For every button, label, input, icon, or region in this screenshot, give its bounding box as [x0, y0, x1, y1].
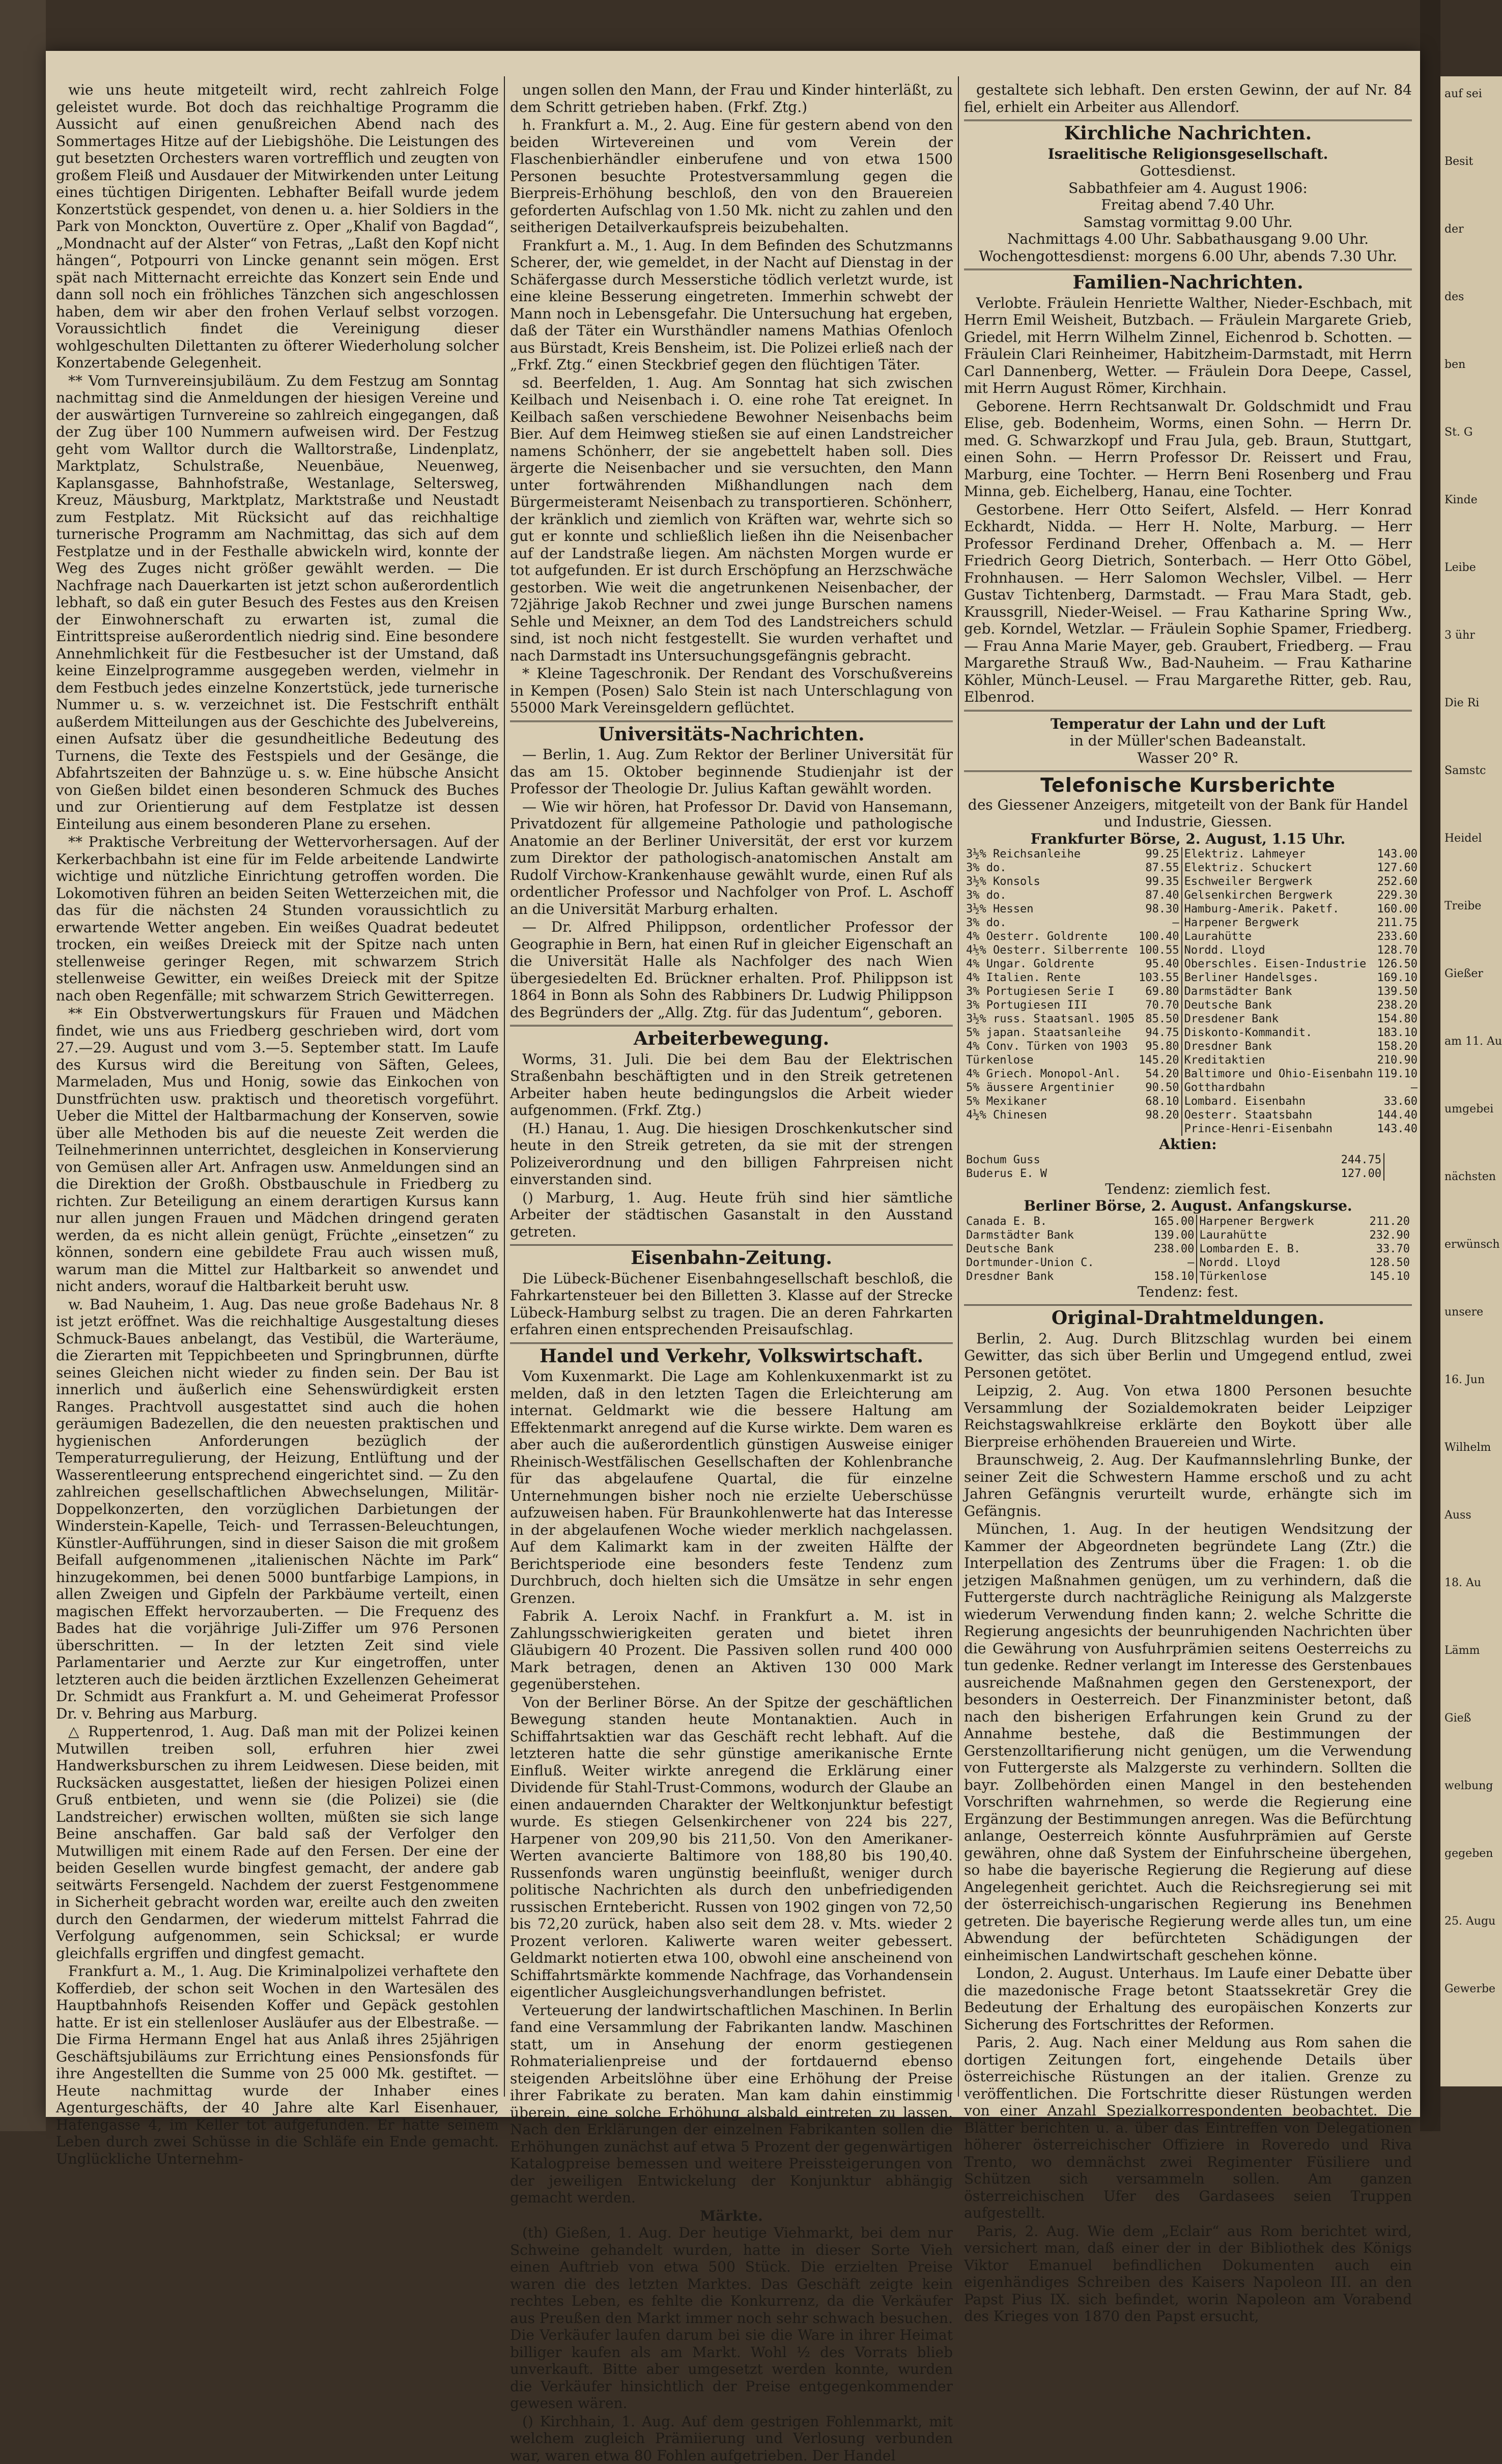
article-paragraph: (H.) Hanau, 1. Aug. Die hiesigen Droschkenkutscher sind heute in den Streik getreten, da sie mit der strengen Polizeiverordnung und den billigen Fahrpreisen nicht einverstanden sind. — [510, 1120, 953, 1188]
kurs-row — [964, 1256, 1412, 1270]
scrap-fragment: Lämm — [1444, 1643, 1480, 1658]
security-price: 238.00 — [1138, 1242, 1197, 1256]
article-paragraph: ungen sollen den Mann, der Frau und Kinder hinterläßt, zu dem Schritt getrieben haben. (Frkf. Ztg.) — [510, 81, 953, 116]
security-name — [1384, 1167, 1399, 1181]
article-paragraph: Verteuerung der landwirtschaftlichen Maschinen. In Berlin fand eine Versammlung der Fabrikanten landw. Maschinen statt, um in Ansehung der enorm gestiegenen Rohmaterialienpreise und der fortdauernd ebenso steigenden Arbeitslöhne über eine Erhöhung der Preise ihrer Fabrikate zu beraten. Man kam dahin einstimmig überein, eine solche Erhöhung alsbald eintreten zu lassen. Nach den Erklärungen der einzelnen Fabrikanten sollen die Erhöhungen zunächst auf etwa 5 Prozent der gegenwärtigen Katalogpreise bemessen und weitere Preissteigerungen von der jeweiligen Entwickelung der Konjunktur abhängig gemacht werden. — [510, 2002, 953, 2207]
scrap-fragment: am 11. Au — [1444, 1034, 1502, 1049]
article-paragraph: — Dr. Alfred Philippson, ordentlicher Professor der Geographie in Bern, hat einen Ruf in gleicher Eigenschaft an die Universität Halle als Nachfolger des nach Wien übergesiedelten Ed. Brückner erhalten. Prof. Philippson ist 1864 in Bonn als Sohn des Rabbiners Dr. Ludwig Philippson des Begründers der „Allg. Ztg. für das Judentum“, geboren. — [510, 919, 953, 1021]
kurs-row — [964, 875, 1420, 889]
security-price: 54.20 — [1137, 1067, 1181, 1081]
article-paragraph: Geborene. Herrn Rechtsanwalt Dr. Goldschmidt und Frau Elise, geb. Bodenheim, Worms, einen Sohn. — Herrn Dr. med. G. Schwarzkopf und Frau Jula, geb. Braun, Stuttgart, einen Sohn. — Herrn Professor Dr. Reissert und Frau, Marburg, eine Tochter. — Herrn Beni Rosenberg und Frau Minna, geb. Eichelberg, Hanau, eine Tochter. — [964, 398, 1412, 500]
article-paragraph: ** Ein Obstverwertungskurs für Frauen und Mädchen findet, wie uns aus Friedberg geschrieben wird, dort vom 27.—29. August und vom 3.—5. September statt. Im Laufe des Kursus wird die Bereitung von Säften, Gelees, Marmeladen, Mus und Honig, sowie das Einkochen von Dunstfrüchten usw. praktisch und theoretisch vorgeführt. Ueber die Mittel der Haltbarmachung der Konserven, sowie über alle Methoden bis auf die neueste Zeit werden die Teilnehmerinnen unterrichtet, desgleichen in Konservierung von Gemüsen aller Art. Anfragen usw. Anmeldungen sind an die Direktion der Großh. Obstbauschule in Friedberg zu richten. Zur Beteiligung an einem derartigen Kursus kann nur allen jungen Frauen und Mädchen dringend geraten werden, da es nicht allein genügt, Früchte „einsetzen“ zu können, sondern eine gebildete Frau auch wissen muß, warum man die Mittel zur Haltbarkeit so anwendet und nicht anders, worauf die Haltbarkeit beruht usw. — [56, 1005, 499, 1295]
security-name: Canada E. B. — [964, 1215, 1138, 1228]
security-price: 103.55 — [1137, 971, 1181, 985]
security-name — [964, 1122, 1137, 1136]
scrap-fragment: der — [1444, 222, 1464, 237]
kurs-row — [964, 1012, 1420, 1026]
kurs-row — [964, 1053, 1420, 1067]
security-price: 87.40 — [1137, 889, 1181, 902]
security-price: 100.55 — [1137, 943, 1181, 957]
article-paragraph: Leipzig, 2. Aug. Von etwa 1800 Personen besuchte Versammlung der Sozialdemokraten beider Leipziger Reichstagswahlkreise erklärte den Boykott über alle Bierpreise erhöhenden Brauereien und Wirte. — [964, 1382, 1412, 1450]
article-paragraph: München, 1. Aug. In der heutigen Wendsitzung der Kammer der Abgeordneten begründete Lang (Ztr.) die Interpellation des Zentrums über die Fragen: 1. ob die jetzigen Maßnahmen genügen, um zu verhindern, daß die Futtergerste durch nachträgliche Reinigung als Malzgerste wiederum Verwendung finden kann; 2. welche Schritte die Regierung angesichts der beunruhigenden Nachrichten über die Gewährung von Ausfuhrprämien seitens Oesterreichs zu tun gedenke. Redner verlangt im Interesse des Gerstenbaues ausreichende Maßnahmen gegen den Gerstenexport, der besonders in Oesterreich. Der Finanzminister betont, daß nach den bisherigen Erfahrungen kein Grund zu der Annahme bestehe, daß die Bestimmungen der Gerstenzolltarifierung nicht genügen, um die Verwendung von Futtergerste als Malzgerste zu verhindern. Sollten die bayr. Zollbehörden einen Mangel in den bestehenden Vorschriften wahrnehmen, so werde die Regierung eine Ergänzung der Bestimmungen anregen. Was die Befürchtung anlange, Oesterreich könnte Ausfuhrprämien auf Gerste gewähren, ohne daß System der Einfuhrscheine übergehen, so habe die bayerische Regierung die Regierung auf diese Angelegenheit gerichtet. Auch die Reichsregierung sei mit der österreichisch-ungarischen Regierung ins Benehmen getreten. Die bayerische Regierung werde alles tun, um eine Abwendung der befürchteten Schädigungen der einheimischen Landwirtschaft geschehen könne. — [964, 1521, 1412, 1964]
article-paragraph: () Kirchhain, 1. Aug. Auf dem gestrigen Fohlenmarkt, mit welchem zugleich Prämiierung und Verlosung verbunden war, waren etwa 80 Fohlen aufgetrieben. Der Handel — [510, 2413, 953, 2464]
tendenz-label: Tendenz: ziemlich fest. — [964, 1181, 1412, 1198]
column-rule — [504, 76, 505, 2097]
security-price: 128.50 — [1353, 1256, 1412, 1270]
scrap-fragment: Samstc — [1444, 763, 1486, 779]
security-name: Harpener Bergwerk — [1182, 916, 1375, 930]
security-price: 99.35 — [1137, 875, 1181, 889]
section-divider — [510, 721, 953, 722]
security-name: Deutsche Bank — [1182, 998, 1375, 1012]
security-price: 95.80 — [1137, 1040, 1181, 1053]
security-name — [1384, 1153, 1399, 1167]
section-divider — [510, 1342, 953, 1344]
security-name: Oberschles. Eisen-Industrie — [1182, 957, 1375, 971]
security-name: Nordd. Lloyd — [1182, 943, 1375, 957]
kurs-row — [964, 957, 1420, 971]
frankfurter-boerse-heading: Frankfurter Börse, 2. August, 1.15 Uhr. — [964, 830, 1412, 848]
berliner-boerse-heading: Berliner Börse, 2. August. Anfangskurse. — [964, 1197, 1412, 1215]
security-name: Eschweiler Bergwerk — [1182, 875, 1375, 889]
section-divider — [510, 1244, 953, 1246]
left-dark-border — [0, 0, 46, 2131]
tendenz-label: Tendenz: fest. — [964, 1283, 1412, 1301]
familien-heading: Familien-Nachrichten. — [964, 274, 1412, 292]
security-name: Lombard. Eisenbahn — [1182, 1095, 1375, 1108]
article-paragraph: ** Vom Turnvereinsjubiläum. Zu dem Festzug am Sonntag nachmittag sind die Anmeldungen der hiesigen Vereine und der auswärtigen Turnvereine so zahlreich eingegangen, daß der Zug über 100 Nummern aufweisen wird. Der Festzug geht vom Walltor durch die Walltorstraße, Lindenplatz, Marktplatz, Schulstraße, Neuenbäue, Neuenweg, Kaplansgasse, Bahnhofstraße, Westanlage, Seltersweg, Kreuz, Mäusburg, Marktplatz, Marktstraße und Neustadt zum Festplatz. Mit Rücksicht auf das reichhaltige turnerische Programm am Nachmittag, das sich auf dem Festplatze und in der Festhalle abwickeln wird, konnte der Weg des Zuges nicht größer gewählt werden. — Die Nachfrage nach Dauerkarten ist jetzt schon außerordentlich lebhaft, so daß ein guter Besuch des Festes aus den Kreisen der Einwohnerschaft zu erwarten ist, zumal die Eintrittspreise außerordentlich niedrig sind. Eine besondere Annehmlichkeit für die Festbesucher ist der Umstand, daß keine Einzelprogramme ausgegeben werden, vielmehr in dem Festbuch jedes einzelne Konzertstück, jede turnerische Nummer u. s. w. verzeichnet ist. Die Festschrift enthält außerdem Mitteilungen aus der Geschichte des Jubelvereins, einen Aufsatz über die gesundheitliche Bedeutung des Turnens, die Texte des Festspiels und der Gesänge, die Abfahrtszeiten der Bahnzüge u. s. w. Eine hübsche Ansicht von Gießen bildet einen besonderen Schmuck des Buches und zur Orientierung auf dem Festplatze ist dessen Einteilung aus einem besonderen Plane zu ersehen. — [56, 373, 499, 833]
security-name: Oesterr. Staatsbahn — [1182, 1108, 1375, 1122]
scrap-fragment: des — [1444, 290, 1464, 305]
security-price: 165.00 — [1138, 1215, 1197, 1228]
security-price: 127.60 — [1375, 861, 1420, 875]
scrap-fragment: 18. Au — [1444, 1575, 1481, 1591]
security-name: 4% Ungar. Goldrente — [964, 957, 1137, 971]
security-name: Türkenlose — [964, 1053, 1137, 1067]
security-name: 5% äussere Argentinier — [964, 1081, 1137, 1095]
security-price: 244.75 — [1238, 1153, 1384, 1167]
security-price: 145.20 — [1137, 1053, 1181, 1067]
section-divider — [964, 269, 1412, 270]
service-time-line: Freitag abend 7.40 Uhr. — [964, 196, 1412, 214]
security-name: Gelsenkirchen Bergwerk — [1182, 889, 1375, 902]
column-2 — [510, 81, 953, 2097]
security-name: Dresdner Bank — [964, 1270, 1138, 1283]
kurs-row — [964, 1270, 1412, 1283]
kirchliche-heading: Kirchliche Nachrichten. — [964, 125, 1412, 142]
scrap-fragment: nächsten — [1444, 1169, 1496, 1185]
kurs-row — [964, 943, 1420, 957]
security-name: Diskonto-Kommandit. — [1182, 1026, 1375, 1040]
security-price: — — [1137, 916, 1181, 930]
scrap-fragment: unsere — [1444, 1305, 1483, 1320]
column-3 — [964, 81, 1412, 2097]
kurs-row — [964, 971, 1420, 985]
article-paragraph: Braunschweig, 2. Aug. Der Kaufmannslehrling Bunke, der seiner Zeit die Schwestern Hamme erschoß und zu acht Jahren Gefängnis verurteilt wurde, erhängte sich im Gefängnis. — [964, 1451, 1412, 1520]
security-name: Hamburg-Amerik. Paketf. — [1182, 902, 1375, 916]
security-name: Baltimore und Ohio-Eisenbahn — [1182, 1067, 1375, 1081]
temperature-heading: Temperatur der Lahn und der Luft — [964, 715, 1412, 733]
service-time-line: Nachmittags 4.00 Uhr. Sabbathausgang 9.00 Uhr. — [964, 231, 1412, 248]
section-divider — [510, 1025, 953, 1026]
security-price: 94.75 — [1137, 1026, 1181, 1040]
column-rule — [958, 76, 959, 2097]
scrap-fragment: 3 ühr — [1444, 628, 1475, 643]
security-name: Kreditaktien — [1182, 1053, 1375, 1067]
temperature-subheading: in der Müller'schen Badeanstalt. — [964, 732, 1412, 750]
universitaets-heading: Universitäts-Nachrichten. — [510, 726, 953, 743]
article-paragraph: Paris, 2. Aug. Nach einer Meldung aus Rom sahen die dortigen Zeitungen fort, eingehende Details über österreichische Rüstungen an der italien. Grenze zu veröffentlichen. Die Fortschritte dieser Rüstungen werden von einer Anzahl Spezialkorrespondenten beobachtet. Die Blätter berichten u. a. über das Eintreffen von Delegationen höherer österreichischer Offiziere in Roveredo und Riva Trento, wo demnächst zwei Regimenter Füsiliere und Schützen sich versammeln sollen. Am ganzen österreichischen Ufer des Gardasees seien Truppen aufgestellt. — [964, 2034, 1412, 2222]
frankfurt-quotes-table — [964, 847, 1420, 1136]
security-name: 4% Griech. Monopol-Anl. — [964, 1067, 1137, 1081]
security-name: 4% Italien. Rente — [964, 971, 1137, 985]
security-name: 3½% Reichsanleihe — [964, 847, 1137, 861]
kurs-row — [964, 889, 1420, 902]
security-price: 87.55 — [1137, 861, 1181, 875]
article-paragraph: wie uns heute mitgeteilt wird, recht zahlreich Folge geleistet wurde. Bot doch das reichhaltige Programm die Aussicht auf einen genußreichen Abend nach des Sommertages Hitze auf der Liebigshöhe. Die Leistungen des gut besetzten Orchesters waren vortrefflich und zeugten von großem Fleiß und Ausdauer der Mitwirkenden unter Leitung eines tüchtigen Dirigenten. Lebhafter Beifall wurde jedem Konzertstück gespendet, von denen u. a. hier Soldiers in the Park von Monckton, Ouvertüre z. Oper „Khalif von Bagdad“, „Mondnacht auf der Alster“ von Fetras, „Laßt den Kopf nicht hängen“, Potpourri von Lincke genannt sein mögen. Erst spät nach Mitternacht erreichte das Konzert sein Ende und dann soll noch ein fröhliches Tänzchen sich angeschlossen haben, dem wir aber den frohen Verlauf selbst vorzogen. Voraussichtlich findet die Vereinigung dieser wohlgeschulten Dilettanten zu öfterer Wiederholung solcher Konzertabende Gelegenheit. — [56, 81, 499, 371]
article-paragraph: Gestorbene. Herr Otto Seifert, Alsfeld. — Herr Konrad Eckhardt, Nidda. — Herr H. Nolte, Marburg. — Herr Professor Ferdinand Dreher, Offenbach a. M. — Herr Friedrich Georg Dietrich, Sonterbach. — Herr Otto Göbel, Frohnhausen. — Herr Salomon Wechsler, Vilbel. — Herr Gustav Tichtenberg, Darmstadt. — Frau Mara Stadt, geb. Kraussgrill, Nieder-Weisel. — Frau Katharine Spring Ww., geb. Korndel, Wetzlar. — Fräulein Sophie Spamer, Friedberg. — Frau Anna Marie Mayer, geb. Graubert, Friedberg. — Frau Margarethe Strauß Ww., Bad-Nauheim. — Frau Katharine Köhler, Münch-Leusel. — Frau Margarethe Ritter, geb. Rau, Elbenrod. — [964, 501, 1412, 706]
security-price: 127.00 — [1238, 1167, 1384, 1181]
scrap-fragment: Treibe — [1444, 899, 1481, 914]
kurs-row — [964, 916, 1420, 930]
security-price: 211.75 — [1375, 916, 1420, 930]
eisenbahn-heading: Eisenbahn-Zeitung. — [510, 1250, 953, 1267]
scrap-fragment: gegeben — [1444, 1846, 1493, 1861]
security-price: 145.10 — [1353, 1270, 1412, 1283]
kurs-row — [964, 1153, 1412, 1167]
scrap-fragment: Gieß — [1444, 1711, 1471, 1726]
binding-spine — [1420, 0, 1440, 2131]
security-name: 3% Portugiesen Serie I — [964, 985, 1137, 998]
kurs-row — [964, 902, 1420, 916]
security-name: Deutsche Bank — [964, 1242, 1138, 1256]
kurs-row — [964, 985, 1420, 998]
scrap-fragment: Leibe — [1444, 560, 1476, 576]
security-name: Elektriz. Schuckert — [1182, 861, 1375, 875]
security-price: 238.20 — [1375, 998, 1420, 1012]
article-paragraph: Paris, 2. Aug. Wie dem „Eclair“ aus Rom berichtet wird, versichert man, daß einer der in der Bibliothek des Königs Viktor Emanuel befindlichen Dokumenten auch ein eigenhändiges Schreiben des Kaisers Napoleon III. an den Papst Pius IX. sich befindet, worin Napoleon am Vorabend des Krieges von 1870 den Papst ersucht, — [964, 2223, 1412, 2325]
security-name: Laurahütte — [1182, 930, 1375, 943]
kursberichte-heading: Telefonische Kursberichte — [964, 777, 1412, 794]
scrap-fragment: Auss — [1444, 1508, 1471, 1523]
security-name: Gotthardbahn — [1182, 1081, 1375, 1095]
security-name: 3% Portugiesen III — [964, 998, 1137, 1012]
gottesdienst-label: Gottesdienst. — [964, 162, 1412, 180]
security-price: 70.70 — [1137, 998, 1181, 1012]
security-name: 5% japan. Staatsanleihe — [964, 1026, 1137, 1040]
scrap-fragment: erwünsch — [1444, 1237, 1500, 1252]
kurs-row — [964, 998, 1420, 1012]
article-paragraph: London, 2. August. Unterhaus. Im Laufe einer Debatte über die mazedonische Frage betont Staatssekretär Grey die Bedeutung der Erhaltung des europäischen Konzerts zur Sicherung des Fortschrittes der Reformen. — [964, 1965, 1412, 2033]
security-price: 119.10 — [1375, 1067, 1420, 1081]
water-temperature: Wasser 20° R. — [964, 750, 1412, 767]
aktien-heading: Aktien: — [964, 1136, 1412, 1153]
section-divider — [964, 710, 1412, 711]
scrap-fragment: Kinde — [1444, 493, 1478, 508]
article-paragraph: Fabrik A. Leroix Nachf. in Frankfurt a. M. ist in Zahlungsschwierigkeiten geraten und bietet ihren Gläubigern 40 Prozent. Die Passiven sollen rund 400 000 Mark betragen, denen an Aktiven 130 000 Mark gegenüberstehen. — [510, 1608, 953, 1693]
security-name: Darmstädter Bank — [1182, 985, 1375, 998]
security-name: Prince-Henri-Eisenbahn — [1182, 1122, 1375, 1136]
security-name: Bochum Guss — [964, 1153, 1238, 1167]
security-price: 233.60 — [1375, 930, 1420, 943]
newspaper-page — [46, 51, 1420, 2117]
security-price — [1399, 1167, 1412, 1181]
article-paragraph: △ Ruppertenrod, 1. Aug. Daß man mit der Polizei keinen Mutwillen treiben soll, erfuhren hier zwei Handwerksburschen zu ihrem Leidwesen. Diese beiden, mit Rucksäcken ausgestattet, ließen der hiesigen Polizei einen Gruß entbieten, und wenn sie (die Polizei) sie (die Landstreicher) erwischen wollten, müßten sie sich lange Beine anschaffen. Gar bald saß der Verfolger den Mutwilligen mit einem Rade auf den Fersen. Der eine der beiden Gesellen wurde bingfest gemacht, der andere gab seitwärts Fersengeld. Nachdem der zuerst Festgenommene in Sicherheit gebracht worden war, ereilte auch den zweiten durch den Gendarmen, der wiederum mittelst Fahrrad die Verfolgung aufgenommen, sein Schicksal; er wurde gleichfalls ergriffen und dingfest gemacht. — [56, 1723, 499, 1962]
scrap-fragment: 25. Augu — [1444, 1914, 1495, 1929]
security-name: 4½% Chinesen — [964, 1108, 1137, 1122]
security-name: 3½% russ. Staatsanl. 1905 — [964, 1012, 1137, 1026]
article-paragraph: Worms, 31. Juli. Die bei dem Bau der Elektrischen Straßenbahn beschäftigten und in den Streik getretenen Arbeiter haben heute bedingungslos die Arbeit wieder aufgenommen. (Frkf. Ztg.) — [510, 1051, 953, 1119]
article-paragraph: h. Frankfurt a. M., 2. Aug. Eine für gestern abend von den beiden Wirtevereinen und vom Verein der Flaschenbierhändler einberufene und von etwa 1500 Personen besuchte Protestversammlung gegen die Bierpreis-Erhöhung beschloß, den von den Brauereien geforderten Aufschlag von 1.50 Mk. nicht zu zahlen und den seitherigen Detailverkaufspreis beizubehalten. — [510, 117, 953, 236]
adjacent-page-scrap — [1440, 76, 1502, 2086]
column-1 — [56, 81, 499, 2097]
security-price — [1399, 1153, 1412, 1167]
security-price: 95.40 — [1137, 957, 1181, 971]
scrap-fragment: Heidel — [1444, 831, 1482, 846]
security-price: 169.10 — [1375, 971, 1420, 985]
article-paragraph: Berlin, 2. Aug. Durch Blitzschlag wurden bei einem Gewitter, das sich über Berlin und Umgegend entlud, zwei Personen getötet. — [964, 1330, 1412, 1382]
kurs-row — [964, 1040, 1420, 1053]
security-price: 183.10 — [1375, 1026, 1420, 1040]
berlin-quotes-table — [964, 1215, 1412, 1283]
article-paragraph: w. Bad Nauheim, 1. Aug. Das neue große Badehaus Nr. 8 ist jetzt eröffnet. Was die reichhaltige Ausgestaltung dieses Schmuck-Baues anbelangt, das Vestibül, die Warteräume, die Zierarten mit Teppichbeeten und Springbrunnen, dürfte seines Gleichen nicht wieder zu finden sein. Der Bau ist innerlich und äußerlich eine Sehenswürdigkeit ersten Ranges. Prachtvoll ausgestattet sind auch die hohen geräumigen Badezellen, die den neuesten praktischen und hygienischen Anforderungen bezüglich der Temperaturregulierung, der Heizung, Entlüftung und der Wasserentleerung entsprechend eingerichtet sind. — Zu den zahlreichen gesellschaftlichen Abwechselungen, Militär-Doppelkonzerten, den vorzüglichen Darbietungen der Winderstein-Kapelle, Teich- und Terrassen-Beleuchtungen, Künstler-Aufführungen, sind in dieser Saison die mit großem Beifall aufgenommenen „italienischen Nächte im Park“ hinzugekommen, bei denen 5000 buntfarbige Lampions, in allen Zweigen und Gipfeln der Parkbäume verteilt, einen magischen Effekt hervorzauberten. — Die Frequenz des Bades hat die vorjährige Juli-Ziffer um 976 Personen überschritten. — In der letzten Zeit sind viele Parlamentarier und Aerzte zur Kur eingetroffen, unter letzteren auch die beiden ärztlichen Exzellenzen Geheimerat Dr. Schmidt aus Frankfurt a. M. und Geheimerat Professor Dr. v. Behring aus Marburg. — [56, 1296, 499, 1723]
aktien-table — [964, 1153, 1412, 1181]
article-paragraph: Die Lübeck-Büchener Eisenbahngesellschaft beschloß, die Fahrkartensteuer bei den Billetten 3. Klasse auf der Strecke Lübeck-Hamburg selbst zu tragen. Die an deren Fahrkarten erfahren einen entsprechenden Preisaufschlag. — [510, 1270, 953, 1338]
article-paragraph: — Berlin, 1. Aug. Zum Rektor der Berliner Universität für das am 15. Oktober beginnende Studienjahr ist der Professor der Theologie Dr. Julius Kaftan gewählt worden. — [510, 746, 953, 797]
security-price: 143.00 — [1375, 847, 1420, 861]
security-name: 3% do. — [964, 861, 1137, 875]
security-name: Buderus E. W — [964, 1167, 1238, 1181]
security-price: 98.20 — [1137, 1108, 1181, 1122]
kurs-row — [964, 1067, 1420, 1081]
security-price: 128.70 — [1375, 943, 1420, 957]
arbeiter-heading: Arbeiterbewegung. — [510, 1030, 953, 1048]
section-divider — [964, 770, 1412, 772]
kursberichte-subheading: des Giessener Anzeigers, mitgeteilt von der Bank für Handel und Industrie, Giessen. — [964, 796, 1412, 830]
scrap-fragment: Wilhelm — [1444, 1440, 1491, 1455]
security-price: 126.50 — [1375, 957, 1420, 971]
article-paragraph: * Kleine Tageschronik. Der Rendant des Vorschußvereins in Kempen (Posen) Salo Stein ist nach Unterschlagung von 55000 Mark Vereinsgeldern geflüchtet. — [510, 665, 953, 717]
service-time-line: Sabbathfeier am 4. August 1906: — [964, 180, 1412, 197]
scrap-fragment: Gewerbe — [1444, 1982, 1495, 1997]
security-price — [1137, 1122, 1181, 1136]
security-price: 139.50 — [1375, 985, 1420, 998]
kurs-row — [964, 1026, 1420, 1040]
article-paragraph: Von der Berliner Börse. An der Spitze der geschäftlichen Bewegung standen heute Montanaktien. Auch in Schiffahrtsaktien war das Geschäft recht lebhaft. Auf die letzteren hatte die sehr günstige amerikanische Ernte Einfluß. Weiter wirkte anregend die Erklärung einer Dividende für Stahl-Trust-Commons, wodurch der Glaube an einen andauernden Charakter der Weltkonjunktur befestigt wurde. Es stiegen Gelsenkirchener von 224 bis 227, Harpener von 209,90 bis 211,50. Von den Amerikaner-Werten avancierte Baltimore von 188,80 bis 190,40. Russenfonds waren ungünstig beeinflußt, weniger durch politische Nachrichten als durch den unbefriedigenden russischen Erntebericht. Russen von 1902 gingen von 72,50 bis 72,20 zurück, haben also seit dem 28. v. Mts. wieder 2 Prozent verloren. Kaliwerte waren weiter gebessert. Geldmarkt notierten etwa 100, obwohl eine anscheinend von Schiffahrtsmärkte kommende Nachfrage, das Vorhandensein eigentlicher Ausgleichungsverhandlungen befristet. — [510, 1694, 953, 2001]
security-name: Harpener Bergwerk — [1197, 1215, 1353, 1228]
security-price: 98.30 — [1137, 902, 1181, 916]
scrap-fragment: Die Ri — [1444, 696, 1479, 711]
scrap-fragment: ben — [1444, 357, 1465, 373]
security-price: 232.90 — [1353, 1228, 1412, 1242]
kurs-row — [964, 1228, 1412, 1242]
scrap-fragment: Besit — [1444, 154, 1473, 169]
kirchliche-subheading: Israelitische Religionsgesellschaft. — [964, 146, 1412, 163]
security-price: — — [1138, 1256, 1197, 1270]
security-name: Laurahütte — [1197, 1228, 1353, 1242]
security-name: Nordd. Lloyd — [1197, 1256, 1353, 1270]
security-price: 229.30 — [1375, 889, 1420, 902]
security-price: 90.50 — [1137, 1081, 1181, 1095]
security-price: 33.60 — [1375, 1095, 1420, 1108]
security-name: 4% Oesterr. Goldrente — [964, 930, 1137, 943]
handel-heading: Handel und Verkehr, Volkswirtschaft. — [510, 1348, 953, 1365]
security-name: 3½% Hessen — [964, 902, 1137, 916]
security-price: 143.40 — [1375, 1122, 1420, 1136]
drahtmeldungen-heading: Original-Drahtmeldungen. — [964, 1310, 1412, 1327]
kurs-row — [964, 1095, 1420, 1108]
security-name: 5% Mexikaner — [964, 1095, 1137, 1108]
article-paragraph: — Wie wir hören, hat Professor Dr. David von Hansemann, Privatdozent für allgemeine Pathologie und pathologische Anatomie an der Berliner Universität, der erst vor kurzem zum Direktor der pathologisch-anatomischen Anstalt am Rudolf Virchow-Krankenhause gewählt wurde, einen Ruf als ordentlicher Professor und Nachfolger von Prof. L. Aschoff an die Universität Marburg erhalten. — [510, 798, 953, 918]
kurs-row — [964, 1108, 1420, 1122]
kurs-row — [964, 1167, 1412, 1181]
kurs-row — [964, 1242, 1412, 1256]
security-price: 100.40 — [1137, 930, 1181, 943]
security-price: 252.60 — [1375, 875, 1420, 889]
scrap-fragment: umgebei — [1444, 1102, 1493, 1117]
scrap-fragment: 16. Jun — [1444, 1372, 1485, 1388]
security-name: Dresdner Bank — [1182, 1040, 1375, 1053]
security-name: Berliner Handelsges. — [1182, 971, 1375, 985]
scrap-fragment: welbung — [1444, 1779, 1493, 1794]
service-time-line: Samstag vormittag 9.00 Uhr. — [964, 214, 1412, 231]
security-name: Dortmunder-Union C. — [964, 1256, 1138, 1270]
maerkte-heading: Märkte. — [510, 2208, 953, 2225]
article-paragraph: gestaltete sich lebhaft. Den ersten Gewinn, der auf Nr. 84 fiel, erhielt ein Arbeiter aus Allendorf. — [964, 81, 1412, 116]
security-price: 160.00 — [1375, 902, 1420, 916]
security-price: 85.50 — [1137, 1012, 1181, 1026]
article-paragraph: Frankfurt a. M., 1. Aug. Die Kriminalpolizei verhaftete den Kofferdieb, der schon seit Wochen in den Wartesälen des Hauptbahnhofs Reisenden Koffer und Gepäck gestohlen hatte. Er ist ein stellenloser Ausläufer aus der Elbestraße. — Die Firma Hermann Engel hat aus Anlaß ihres 25jährigen Geschäftsjubiläums zur Errichtung eines Pensionsfonds für ihre Angestellten die Summe von 25 000 Mk. gestiftet. — Heute nachmittag wurde der Inhaber eines Agenturgeschäfts, der 40 Jahre alte Karl Eisenhauer, Hafengasse 4, im Keller tot aufgefunden. Er hatte seinem Leben durch zwei Schüsse in die Schläfe ein Ende gemacht. Unglückliche Unternehm- — [56, 1963, 499, 2167]
security-price: 68.10 — [1137, 1095, 1181, 1108]
security-price: 154.80 — [1375, 1012, 1420, 1026]
kurs-row — [964, 847, 1420, 861]
security-name: 3½% Konsols — [964, 875, 1137, 889]
security-name: Türkenlose — [1197, 1270, 1353, 1283]
security-price: 211.20 — [1353, 1215, 1412, 1228]
article-paragraph: Verlobte. Fräulein Henriette Walther, Nieder-Eschbach, mit Herrn Emil Weisheit, Butzbach. — Fräulein Margarete Grieb, Griedel, mit Herrn Wilhelm Zinnel, Eichenrod b. Schotten. — Fräulein Clari Reinheimer, Habitzheim-Darmstadt, mit Herrn Carl Dannenberg, Wetter. — Fräulein Dora Deepe, Cassel, mit Herrn August Römer, Kirchhain. — [964, 295, 1412, 397]
security-price: 69.80 — [1137, 985, 1181, 998]
article-paragraph: sd. Beerfelden, 1. Aug. Am Sonntag hat sich zwischen Keilbach und Neisenbach i. O. eine rohe Tat ereignet. In Keilbach saßen verschiedene Bewohner Neisenbachs beim Bier. Auf dem Heimweg stießen sie auf einen Landstreicher namens Schönherr, der sie angebettelt haben soll. Dies ärgerte die Neisenbacher und sie versuchten, den Mann unter fortwährenden Mißhandlungen nach dem Bürgermeisteramt Neisenbach zu transportieren. Schönherr, der kränklich und ziemlich von Kräften war, wehrte sich so gut er konnte und schließlich ließen ihn die Neisenbacher auf der Landstraße liegen. Am nächsten Morgen wurde er tot aufgefunden. Er ist durch Erschöpfung an Herzschwäche gestorben. Wie weit die angetrunkenen Neisenbacher, der 72jährige Jakob Rechner und zwei junge Burschen namens Sehle und Meixner, an dem Tod des Landstreichers schuld sind, ist noch nicht festgestellt. Sie wurden verhaftet und nach Darmstadt ins Untersuchungsgefängnis gebracht. — [510, 375, 953, 665]
article-paragraph: Frankfurt a. M., 1. Aug. In dem Befinden des Schutzmanns Scherer, der, wie gemeldet, in der Nacht auf Dienstag in der Schäfergasse durch Messerstiche tödlich verletzt wurde, ist eine kleine Besserung eingetreten. Immerhin schwebt der Mann noch in Lebensgefahr. Die Untersuchung hat ergeben, daß der Täter ein Wursthändler namens Mathias Ofenloch aus Bürstadt, Kreis Bensheim, ist. Die Polizei erließ nach der „Frkf. Ztg.“ einen Steckbrief gegen den flüchtigen Täter. — [510, 237, 953, 374]
security-price: 33.70 — [1353, 1242, 1412, 1256]
section-divider — [964, 1304, 1412, 1306]
article-paragraph: ** Praktische Verbreitung der Wettervorhersagen. Auf der Kerkerbachbahn ist eine für im Felde arbeitende Landwirte wichtige und nützliche Einrichtung getroffen worden. Die Lokomotiven führen an beiden Seiten Wetterzeichen mit, die das für die nächsten 24 Stunden voraussichtlich zu erwartende Wetter angeben. Ein weißes Quadrat bedeutet trocken, ein weißes Dreieck mit der Spitze nach unten stellenweise geringer Regen, mit schwarzem Strich stellenweise Gewitter, ein weißes Dreieck mit der Spitze nach oben Regenfälle; mit schwarzem Strich Gewitterregen. — [56, 834, 499, 1004]
service-time-line: Wochengottesdienst: morgens 6.00 Uhr, abends 7.30 Uhr. — [964, 248, 1412, 265]
security-name: 4% Conv. Türken von 1903 — [964, 1040, 1137, 1053]
security-price: 139.00 — [1138, 1228, 1197, 1242]
security-price: — — [1375, 1081, 1420, 1095]
article-paragraph: Vom Kuxenmarkt. Die Lage am Kohlenkuxenmarkt ist zu melden, daß in den letzten Tagen die Erleichterung am internat. Geldmarkt wie die bessere Haltung am Effektenmarkt anregend auf die Kurse wirkte. Dem waren es aber auch die außerordentlich günstigen Ausweise einiger Rheinisch-Westfälischen Gesellschaften der Kohlenbranche für das abgelaufene Quartal, die für einzelne Unternehmungen bisher noch nie erzielte Ueberschüsse aufzuweisen haben. Für Braunkohlenwerte hat das Interesse in der abgelaufenen Woche wieder merklich nachgelassen. Auf dem Kalimarkt kam in der zweiten Hälfte der Berichtsperiode eine besonders feste Tendenz zum Durchbruch, doch hielten sich die Umsätze in sehr engen Grenzen. — [510, 1368, 953, 1607]
article-paragraph: () Marburg, 1. Aug. Heute früh sind hier sämtliche Arbeiter der städtischen Gasanstalt in den Ausstand getreten. — [510, 1189, 953, 1241]
security-name: 3% do. — [964, 916, 1137, 930]
kurs-row — [964, 861, 1420, 875]
security-price: 99.25 — [1137, 847, 1181, 861]
security-name: Elektriz. Lahmeyer — [1182, 847, 1375, 861]
kurs-row — [964, 1122, 1420, 1136]
security-name: Lombarden E. B. — [1197, 1242, 1353, 1256]
security-name: 4⅕% Oesterr. Silberrente — [964, 943, 1137, 957]
article-paragraph: (th) Gießen, 1. Aug. Der heutige Viehmarkt, bei dem nur Schweine gehandelt wurden, hatte in dieser Sorte Vieh einen Auftrieb von etwa 500 Stück. Die erzielten Preise waren die des letzten Marktes. Das Geschäft zeigte kein rechtes Leben, es fehlte die Konkurrenz, da die Verkäufer aus Preußen den Markt immer noch sehr schwach besuchen. Die Verkäufer laufen darum bei sie die Ware in ihrer Heimat billiger kaufen als am Markt. Wohl ½ des Vorrats blieb unverkauft. Bitte aber umgesetzt werden konnte, wurden die Verkäufer hinsichtlich der Preise entgegenkommender gewesen wären. — [510, 2224, 953, 2412]
scrap-fragment: St. G — [1444, 425, 1472, 440]
security-name: Darmstädter Bank — [964, 1228, 1138, 1242]
kurs-row — [964, 930, 1420, 943]
scrap-fragment: auf sei — [1444, 87, 1482, 102]
section-divider — [964, 120, 1412, 121]
security-name: Dresdener Bank — [1182, 1012, 1375, 1026]
kurs-row — [964, 1215, 1412, 1228]
security-price: 158.20 — [1375, 1040, 1420, 1053]
scrap-fragment: Gießer — [1444, 966, 1483, 982]
security-name: 3% do. — [964, 889, 1137, 902]
kurs-row — [964, 1081, 1420, 1095]
security-price: 210.90 — [1375, 1053, 1420, 1067]
security-price: 144.40 — [1375, 1108, 1420, 1122]
security-price: 158.10 — [1138, 1270, 1197, 1283]
